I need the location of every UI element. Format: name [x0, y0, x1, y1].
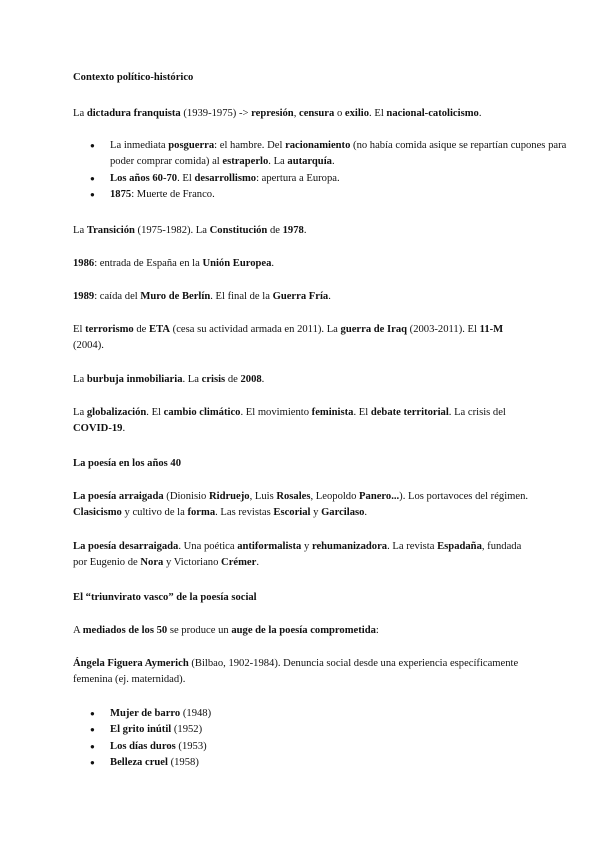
bold-text-run: estraperlo	[222, 156, 269, 168]
bold-text-run: crisis	[201, 374, 226, 385]
text-run: . Las revistas	[215, 507, 274, 519]
bold-text-run: Escorial	[273, 507, 311, 519]
bold-text-run: antiformalista	[237, 541, 302, 552]
text-run: .	[256, 557, 259, 569]
text-run: (Dionisio	[163, 491, 209, 502]
text-run: La inmediata	[110, 140, 169, 151]
text-run: de	[133, 324, 150, 335]
text-run: (1953)	[175, 740, 207, 752]
text-run: .	[261, 374, 265, 385]
list-item	[110, 187, 570, 203]
bold-text-run: Constitución	[209, 225, 268, 236]
text-run: (1952)	[171, 724, 203, 736]
paragraph-dictadura	[73, 106, 481, 122]
bold-text-run: 1989	[73, 291, 95, 302]
bold-text-run: 1986	[73, 258, 95, 269]
text-run: : apertura a Europa.	[256, 172, 340, 184]
bold-text-run: censura	[299, 108, 335, 119]
paragraph-desarraigada	[73, 539, 523, 572]
text-run: de	[225, 374, 241, 385]
bold-text-run: La poesía desarraigada	[73, 541, 179, 552]
bold-text-run: Ridruejo	[208, 491, 250, 502]
heading-triunvirato: El “triunvirato vasco” de la poesía social	[73, 592, 257, 603]
paragraph-globalizacion	[73, 405, 533, 438]
bold-text-run: Belleza cruel	[110, 757, 168, 769]
text-run: .	[303, 225, 307, 236]
bold-text-run: Crémer	[221, 557, 257, 569]
bullet-list-contexto	[73, 138, 570, 204]
paragraph-burbuja	[73, 372, 264, 388]
bold-text-run: Muro de Berlín	[140, 291, 211, 302]
bold-text-run: La poesía arraigada	[73, 491, 164, 502]
bold-text-run: ETA	[149, 324, 171, 335]
bold-text-run: 2008	[240, 374, 262, 385]
text-run: El	[73, 324, 86, 335]
paragraph-transicion	[73, 223, 306, 239]
text-run: La	[73, 108, 87, 119]
bold-text-run: Mujer de barro	[110, 708, 181, 719]
text-run: o	[334, 108, 345, 119]
bold-text-run: Espadaña	[437, 541, 482, 552]
text-run: . El	[369, 108, 387, 119]
text-run: y Victoriano	[163, 557, 222, 569]
bold-text-run: 1875	[110, 189, 132, 201]
bold-text-run: Panero...	[359, 491, 400, 502]
heading-contexto: Contexto político-histórico	[73, 72, 194, 83]
list-item	[110, 722, 211, 738]
bold-text-run: El grito inútil	[110, 724, 172, 736]
text-run: y cultivo de la	[121, 507, 188, 519]
bold-text-run: Garcilaso	[321, 507, 365, 519]
bold-text-run: mediados de los 50	[82, 625, 168, 636]
paragraph-angela	[73, 656, 528, 689]
bold-text-run: forma	[187, 507, 216, 519]
bullet-list-obras	[73, 706, 211, 772]
text-run: .	[364, 507, 368, 519]
bold-text-run: autarquía	[287, 156, 332, 168]
bold-text-run: Unión Europea	[202, 258, 272, 269]
bold-text-run: burbuja inmobiliaria	[86, 374, 183, 385]
text-run: La	[73, 374, 87, 385]
text-run: ). Los portavoces del régimen.	[399, 491, 529, 502]
text-run: : el hambre. Del	[214, 140, 286, 151]
text-run: . La	[182, 374, 202, 385]
text-run: (1958)	[167, 757, 199, 769]
paragraph-arraigada	[73, 489, 533, 522]
text-run: y	[301, 541, 312, 552]
bold-text-run: auge de la poesía comprometida	[231, 625, 376, 636]
text-run: . El movimiento	[240, 407, 312, 418]
bold-text-run: COVID-19	[73, 423, 123, 435]
bold-text-run: feminista	[311, 407, 354, 418]
bold-text-run: Ángela Figuera Aymerich	[73, 658, 189, 669]
bold-text-run: Los años 60-70	[110, 172, 178, 184]
bold-text-run: Guerra Fría	[272, 291, 329, 302]
bold-text-run: exilio	[344, 108, 370, 119]
bold-text-run: nacional-catolicismo	[386, 108, 479, 119]
text-run: (1975-1982). La	[134, 225, 210, 236]
text-run: (no había comida asique se repartían cupones para poder comprar comida) al	[110, 140, 567, 168]
paragraph-1986	[73, 256, 274, 272]
text-run: La	[73, 225, 87, 236]
bold-text-run: cambio climático	[163, 407, 241, 418]
text-run: , Luis	[249, 491, 277, 502]
bold-text-run: racionamiento	[285, 140, 351, 151]
paragraph-1989	[73, 289, 331, 305]
text-run: La	[73, 407, 87, 418]
text-run: (2004).	[73, 340, 104, 352]
text-run: , Leopoldo	[310, 491, 360, 502]
text-run: (Bilbao, 1902-1984). Denuncia social desde una experiencia específicamente femenina (ej. maternidad).	[73, 658, 519, 686]
text-run: . El	[146, 407, 164, 418]
text-run: .	[478, 108, 482, 119]
bold-text-run: posguerra	[168, 140, 215, 151]
bold-text-run: terrorismo	[85, 324, 134, 335]
text-run: (1939-1975) ->	[180, 108, 252, 119]
bold-text-run: Transición	[86, 225, 135, 236]
text-run: . La crisis del	[448, 407, 506, 418]
bold-text-run: 11-M	[479, 324, 504, 335]
bold-text-run: dictadura franquista	[86, 108, 181, 119]
bold-text-run: Los días duros	[110, 740, 176, 752]
text-run: . La	[268, 156, 288, 168]
text-run: .	[328, 291, 331, 302]
bold-text-run: Clasicismo	[73, 507, 122, 519]
heading-poesia-40: La poesía en los años 40	[73, 458, 182, 469]
text-run: : Muerte de Franco.	[131, 189, 215, 201]
text-run: , fundada por Eugenio de	[73, 541, 522, 569]
text-run: . El final de la	[210, 291, 273, 302]
text-run: : entrada de España en la	[94, 258, 203, 269]
text-run: . El	[353, 407, 371, 418]
bold-text-run: represión	[251, 108, 294, 119]
bold-text-run: 1978	[282, 225, 304, 236]
text-run: (1948)	[180, 708, 212, 719]
bold-text-run: Rosales	[276, 491, 311, 502]
text-run: se produce un	[167, 625, 232, 636]
text-run: .	[331, 156, 335, 168]
text-run: . Una poética	[178, 541, 238, 552]
text-run: ,	[293, 108, 299, 119]
text-run: A	[73, 625, 83, 636]
text-run: (cesa su actividad armada en 2011). La	[170, 324, 341, 335]
text-run: :	[375, 625, 379, 636]
bold-text-run: desarrollismo	[194, 172, 257, 184]
bold-text-run: debate territorial	[370, 407, 449, 418]
bold-text-run: Nora	[140, 557, 164, 569]
list-item	[110, 706, 211, 722]
paragraph-terrorismo	[73, 322, 528, 355]
text-run: y	[310, 507, 322, 519]
text-run: .	[122, 423, 126, 435]
text-run: . El	[177, 172, 195, 184]
bold-text-run: rehumanizadora	[311, 541, 388, 552]
text-run: de	[267, 225, 283, 236]
paragraph-mediados	[73, 623, 379, 639]
text-run: .	[271, 258, 275, 269]
list-item	[110, 755, 211, 771]
bold-text-run: guerra de Iraq	[340, 324, 408, 335]
bold-text-run: globalización	[86, 407, 147, 418]
text-run: . La revista	[387, 541, 438, 552]
text-run: (2003-2011). El	[407, 324, 480, 335]
text-run: : caída del	[94, 291, 141, 302]
list-item	[110, 739, 211, 755]
list-item	[110, 138, 570, 171]
list-item	[110, 171, 570, 187]
